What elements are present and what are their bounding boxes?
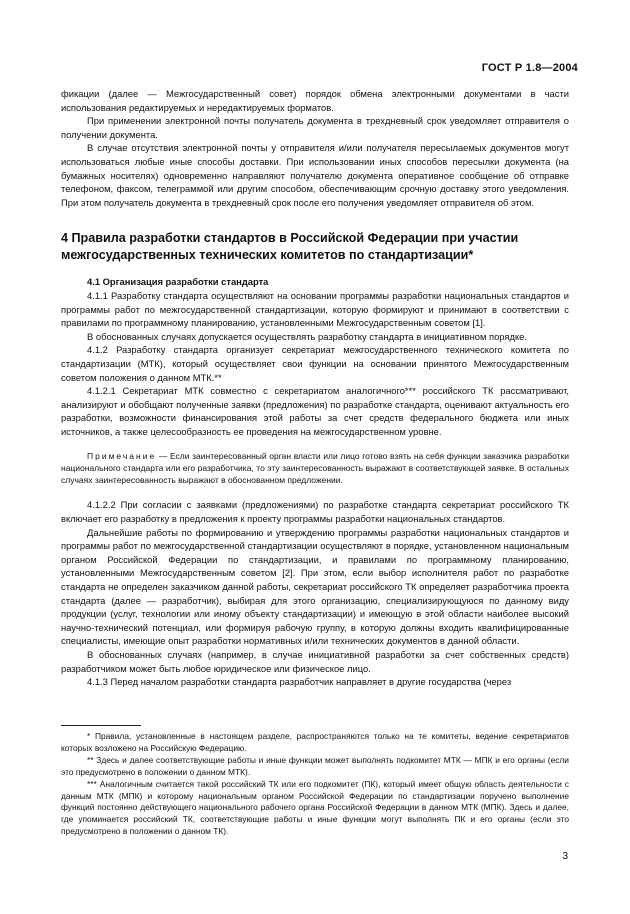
footnote-2: ** Здесь и далее соответствующие работы и иные функции может выполнять подкомитет МТК — МПК и его органы (если это предусмотрено в положении о данном МТК).	[61, 754, 569, 777]
intro-paragraph-3: В случае отсутствия электронной почты у отправителя и/или получателя пересылаемых документов могут использоваться любые иные способы доставки. При использовании иных способов пересылки документа (на бумажных носителях) одновременно направляют получателю документа оперативное сообщение об отправке телефоном, факсом, телеграммой или другим способом, обеспечивающим срочную доставку этого уведомления. При этом получатель документа в трехдневный срок после его получения уведомляет отправителя об этом.	[61, 142, 569, 208]
note-label: Примечание	[87, 451, 157, 462]
paragraph-4-1-2-2: 4.1.2.2 При согласии с заявками (предложениями) по разработке стандарта секретариат российского ТК включает его разработку в предложения к проекту программы разработки национальных стандартов.	[61, 499, 569, 525]
paragraph-4-1-2-1: 4.1.2.1 Секретариат МТК совместно с секретариатом аналогичного*** российского ТК рассматривают, анализируют и обобщают полученные заявки (предложения) по разработке стандарта, оценивают актуальность его разработки, возможности финансирования этой работы за счет средств федерального бюджета или иных источников, а также целесообразность ее проведения на межгосударственном уровне.	[61, 385, 569, 437]
paragraph-program-formation: Дальнейшие работы по формированию и утверждению программы разработки национальных стандартов и программы работ по межгосударственной стандартизации осуществляют в порядке, установленном национальным органом Российской Федерации по стандартизации, и правилами по программному планированию, установленными Межгосударственным советом [2]. При этом, если выбор исполнителя работ по разработке стандарта не определен заказчиком данной работы, секретариат российского ТК определяет разработчика проекта стандарта (далее — разработчик), выбирая для этого организацию, специализирующуюся по данному виду продукции (услуг, технологии или иному объекту стандартизации) и имеющую в этой области наиболее высокий научно-технический потенциал, или формируя рабочую группу, в которую должны входить квалифицированные специалисты, имеющие опыт разработки нормативных и/или технических документов в данной области.	[61, 526, 569, 647]
subsection-4-1-title: 4.1 Организация разработки стандарта	[87, 276, 269, 288]
footnotes	[61, 731, 569, 838]
paragraph-4-1-1: 4.1.1 Разработку стандарта осуществляют на основании программы разработки национальных стандартов и программы работ по межгосударственной стандартизации, которую формируют и принимают в соответствии с правилами по программному планированию, установленными Межгосударственным советом [1].	[61, 289, 569, 329]
paragraph-justified-cases: В обоснованных случаях (например, в случае инициативной разработки за счет собственных средств) разработчиком может быть любое юридическое или физическое лицо.	[61, 649, 569, 674]
paragraph-4-1-2: 4.1.2 Разработку стандарта организует секретариат межгосударственного технического комитета по стандартизации (МТК), который осуществляет свои функции на основании принятого Межгосударственным советом положения о данном МТК.**	[61, 344, 569, 383]
document-header-id: ГОСТ Р 1.8—2004	[481, 62, 578, 74]
page-number: 3	[562, 851, 568, 862]
intro-paragraph-1: фикации (далее — Межгосударственный совет) порядок обмена электронными документами в части использования редактируемых и нередактируемых форматов.	[61, 88, 569, 113]
paragraph-4-1-1-cont: В обоснованных случаях допускается осуществлять разработку стандарта в инициативном порядке.	[87, 330, 527, 342]
document-body	[61, 87, 569, 689]
note-text: — Если заинтересованный орган власти или лицо готово взять на себя функции заказчика разработки национального стандарта или его разработчика, то эту заинтересованность выражают в соответствующей заявке. В остальных случаях заинтересованность выражают в обоснованном предложении.	[61, 451, 569, 486]
footnote-3: *** Аналогичным считается такой российский ТК или его подкомитет (ПК), который имеет общую область деятельности с данным МТК (МПК) и которому национальным органом Российской Федерации по стандартизации поручено выполнение функций постоянно действующего национального рабочего органа Российской Федерации в данном МТК (МПК). Здесь и далее, где упоминается российский ТК, соответствующие работы и иные функции могут выполнять ПК и его органы (если это предусмотрено в положении о данном ТК).	[61, 778, 569, 837]
footnote-divider	[61, 725, 141, 726]
section-4-title: 4 Правила разработки стандартов в Российской Федерации при участии межгосударственных технических комитетов по стандартизации*	[61, 231, 519, 263]
footnote-1: * Правила, установленные в настоящем разделе, распространяются только на те комитеты, ведение секретариатов которых возложено на Российскую Федерацию.	[61, 731, 569, 753]
note-paragraph	[61, 450, 569, 486]
intro-paragraph-2: При применении электронной почты получатель документа в трехдневный срок уведомляет отправителя о получении документа.	[61, 115, 569, 140]
paragraph-4-1-3: 4.1.3 Перед началом разработки стандарта разработчик направляет в другие государства (через	[87, 676, 512, 688]
